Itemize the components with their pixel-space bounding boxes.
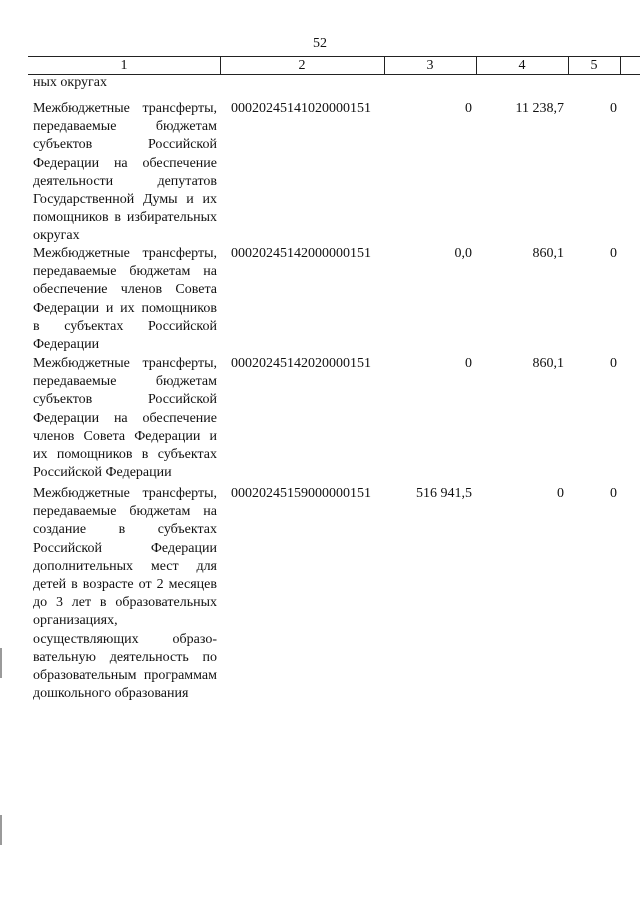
- row-value-col4: 11 238,7: [515, 101, 564, 116]
- row-value-col5: 0: [610, 246, 617, 261]
- header-col-4: 4: [518, 58, 526, 73]
- row-code: 00020245142000000151: [231, 246, 371, 261]
- row-code: 00020245141020000151: [231, 101, 371, 116]
- table-header: [28, 56, 640, 75]
- row-name: Межбюджетные трансферты, передаваемые бюджетам на обеспечение членов Совета Федерации и их помощников в субъектах Российской Федерации: [33, 246, 217, 353]
- header-col-2: 2: [298, 58, 306, 73]
- scan-edge-mark: [0, 815, 2, 845]
- row-value-col3: 0: [465, 101, 472, 116]
- row-value-col3: 0: [465, 356, 472, 371]
- row-value-col5: 0: [610, 486, 617, 501]
- row-value-col3: 0,0: [454, 246, 472, 261]
- row-name: Межбюджетные трансферты, передаваемые бюджетам субъектов Российской Федерации на обеспечение деятельности депутатов Государственной Думы и их помощников в избирательных округах: [33, 101, 217, 244]
- row-code: 00020245159000000151: [231, 486, 371, 501]
- header-col-1: 1: [120, 58, 128, 73]
- row-value-col4: 0: [557, 486, 564, 501]
- row-value-col3: 516 941,5: [416, 486, 472, 501]
- row-value-col5: 0: [610, 356, 617, 371]
- header-divider: [620, 57, 621, 74]
- row-value-col5: 0: [610, 101, 617, 116]
- header-col-5: 5: [590, 58, 598, 73]
- row-value-col4: 860,1: [532, 246, 564, 261]
- row-name: Межбюджетные трансферты, передаваемые бюджетам на создание в субъектах Российской Федерации дополнительных мест для детей в возрасте от 2 месяцев до 3 лет в образовательных организациях, осуществляющих образовательную деятельность по образовательным программам дошкольного образования: [33, 486, 217, 702]
- header-col-3: 3: [426, 58, 434, 73]
- row-name: Межбюджетные трансферты, передаваемые бюджетам субъектов Российской Федерации на обеспечение членов Совета Федерации и их помощников в субъектах Российской Федерации: [33, 356, 217, 481]
- scan-edge-mark: [0, 648, 2, 678]
- row-value-col4: 860,1: [532, 356, 564, 371]
- continuation-text: ных округах: [33, 75, 107, 90]
- page-number: 52: [313, 36, 327, 51]
- row-code: 00020245142020000151: [231, 356, 371, 371]
